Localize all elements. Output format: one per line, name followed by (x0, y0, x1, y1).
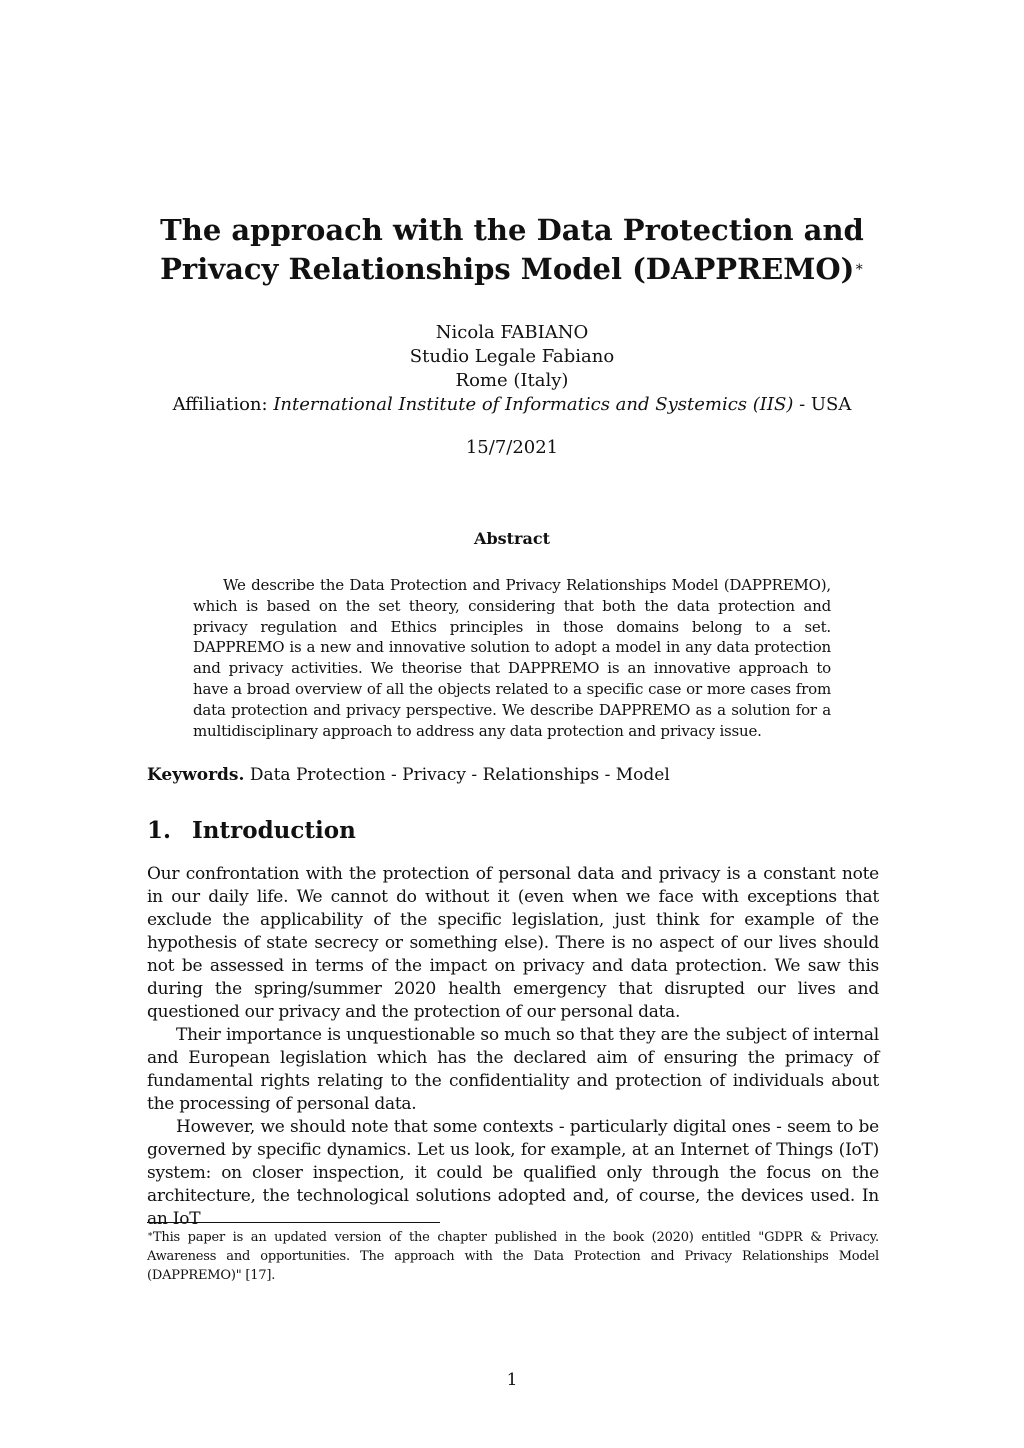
footnote (147, 1228, 879, 1285)
keywords (147, 763, 879, 787)
affiliation-label: Affiliation: (172, 394, 268, 415)
affiliation-institute: International Institute of Informatics and Systemics (IIS) (273, 394, 794, 415)
keywords-text: Data Protection - Privacy - Relationships - Model (249, 765, 670, 785)
author-organization: Studio Legale Fabiano (409, 346, 615, 367)
section-body (147, 863, 879, 1231)
footnote-divider (147, 1222, 440, 1223)
affiliation-country: - USA (799, 394, 852, 415)
abstract-heading: Abstract (474, 529, 550, 548)
author-block (0, 321, 1024, 417)
paper-title (0, 211, 1024, 289)
paragraph: However, we should note that some contexts - particularly digital ones - seem to be governed by specific dynamics. Let us look, for example, at an Internet of Things (IoT) system: on closer inspection, it could be qualified only through the focus on the architecture, the technological solutions adopted and, of course, the devices used. In an IoT (147, 1117, 879, 1229)
keywords-label: Keywords. (147, 765, 245, 785)
author-affiliation (0, 393, 1024, 417)
abstract-text: We describe the Data Protection and Privacy Relationships Model (DAPPREMO), which is based on the set theory, considering that both the data protection and privacy regulation and Ethics principles in those domains belong to a set. DAPPREMO is a new and innovative solution to adopt a model in any data protection and privacy activities. We theorise that DAPPREMO is an innovative approach to have a broad overview of all the objects related to a specific case or more cases from data protection and privacy perspective. We describe DAPPREMO as a solution for a multidisciplinary approach to address any data protection and privacy issue. (193, 576, 831, 740)
footnote-text: This paper is an updated version of the chapter published in the book (2020) entitled "GDPR & Privacy. Awareness and opportunities. The approach with the Data Protection and Privacy Relationships Model (DAPPREMO)" [17]. (147, 1230, 879, 1283)
section-heading (147, 816, 879, 846)
paragraph: Their importance is unquestionable so much so that they are the subject of internal and European legislation which has the declared aim of ensuring the primacy of fundamental rights relating to the confidentiality and protection of individuals about the processing of personal data. (147, 1025, 879, 1114)
section-number: 1. (147, 817, 172, 844)
title-footnote-mark: ∗ (854, 259, 864, 275)
title-line-2-text: Privacy Relationships Model (DAPPREMO) (160, 252, 855, 286)
section-title: Introduction (192, 817, 356, 844)
author-name: Nicola FABIANO (435, 322, 589, 343)
title-line-2 (0, 250, 1024, 289)
author-location: Rome (Italy) (455, 370, 569, 391)
paper-date: 15/7/2021 (465, 437, 559, 458)
page-number: 1 (506, 1370, 518, 1390)
title-line-1: The approach with the Data Protection and (160, 213, 864, 247)
footnote-mark: ∗ (147, 1230, 153, 1240)
paragraph: Our confrontation with the protection of personal data and privacy is a constant note in our daily life. We cannot do without it (even when we face with exceptions that exclude the applicability of the specific legislation, just think for example of the hypothesis of state secrecy or something else). There is no aspect of our lives should not be assessed in terms of the impact on privacy and data protection. We saw this during the spring/summer 2020 health emergency that disrupted our lives and questioned our privacy and the protection of our personal data. (147, 864, 879, 1022)
